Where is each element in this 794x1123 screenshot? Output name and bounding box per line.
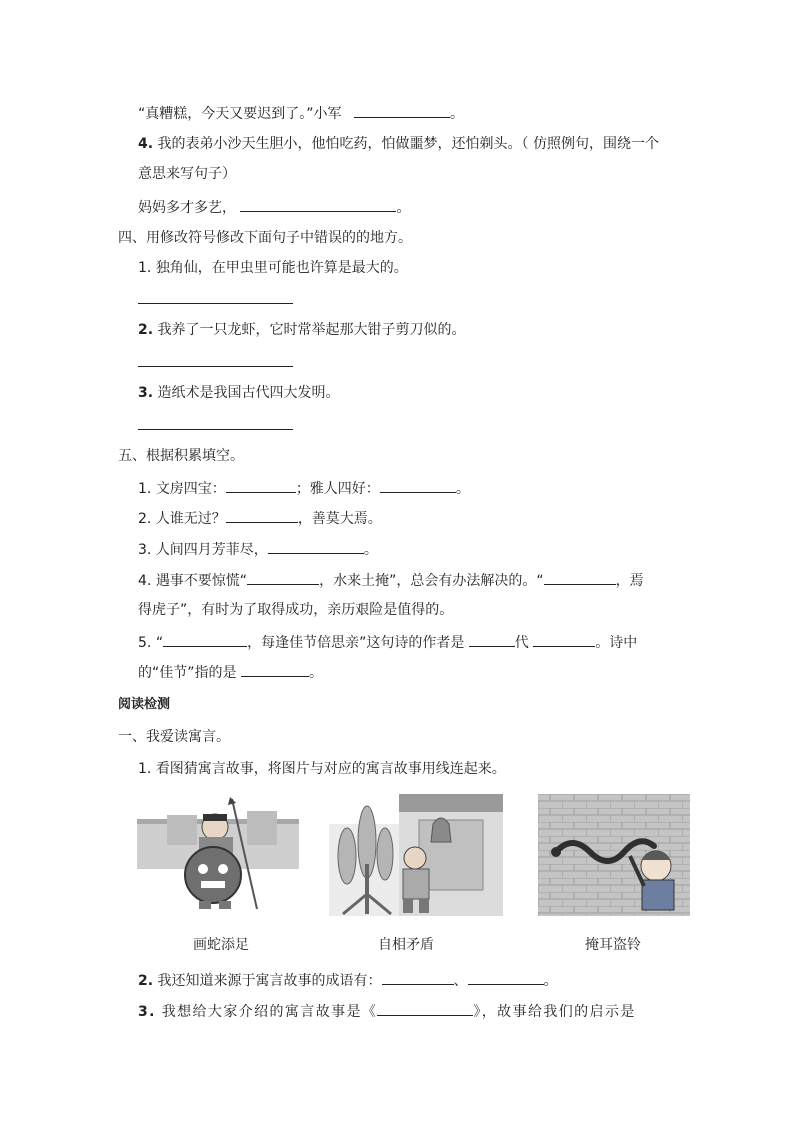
picture-1[interactable] xyxy=(137,797,299,912)
caption-3: 掩耳盗铃 xyxy=(585,937,641,953)
s5-q2-text-b: ，善莫大焉。 xyxy=(297,511,382,527)
reading-q2-text: 我还知道来源于寓言故事的成语有： xyxy=(157,973,382,989)
punct: 。 xyxy=(449,106,464,122)
answer-blank[interactable] xyxy=(533,632,595,647)
answer-blank[interactable] xyxy=(380,478,456,493)
picture-3[interactable] xyxy=(538,794,690,916)
s3-q4-line1 xyxy=(138,134,659,154)
bell-thief-illustration xyxy=(329,794,503,916)
question-number: 2. xyxy=(138,973,154,989)
s5-q5-text-line2: 的“佳节”指的是 xyxy=(138,665,237,681)
punct: 。 xyxy=(363,542,378,558)
reading-q2 xyxy=(138,970,558,991)
answer-blank[interactable] xyxy=(226,508,298,523)
answer-line[interactable] xyxy=(138,429,293,430)
s4-item-1-text: 独角仙，在甲虫里可能也许算是最大的。 xyxy=(155,260,408,276)
s5-q4-text-b: ，水来土掩”，总会有办法解决的。“ xyxy=(319,573,544,589)
caption-1: 画蛇添足 xyxy=(193,937,249,953)
s5-q1 xyxy=(138,478,470,499)
s4-item-3 xyxy=(138,383,340,403)
answer-blank[interactable] xyxy=(163,632,247,647)
answer-line[interactable] xyxy=(138,366,293,367)
punct: 。 xyxy=(455,481,470,497)
question-number: 4. xyxy=(138,573,152,589)
question-number: 2. xyxy=(138,322,154,338)
snake-drawing-illustration xyxy=(538,794,690,916)
s5-q2-text-a: 人谁无过？ xyxy=(155,511,226,527)
reading-q3-text: 我想给大家介绍的寓言故事是《 xyxy=(161,1004,378,1020)
answer-blank[interactable] xyxy=(268,539,364,554)
s5-q4-text-c: ，焉 xyxy=(615,573,644,589)
answer-blank[interactable] xyxy=(377,1001,473,1016)
punct: 、 xyxy=(453,973,468,989)
s5-q1-text-a: 文房四宝： xyxy=(155,481,226,497)
answer-blank[interactable] xyxy=(382,970,454,985)
punct: 。 xyxy=(396,200,411,216)
s4-item-3-text: 造纸术是我国古代四大发明。 xyxy=(157,385,340,401)
s5-q5-text-d: 。诗中 xyxy=(595,635,638,651)
punct: 。 xyxy=(308,665,323,681)
answer-blank[interactable] xyxy=(468,970,544,985)
question-number: 3. xyxy=(138,542,152,558)
question-number: 2. xyxy=(138,511,152,527)
s5-q3 xyxy=(138,539,378,560)
answer-blank[interactable] xyxy=(247,570,319,585)
question-number: 1. xyxy=(138,761,152,777)
s3-q4-text1: 我的表弟小沙天生胆小，他怕吃药，怕做噩梦，还怕剃头。（ 仿照例句，围绕一个 xyxy=(157,136,659,152)
s5-title: 五、根据积累填空。 xyxy=(118,448,244,464)
s3-q3-tail xyxy=(138,103,464,124)
reading-section-1-title: 一、我爱读寓言。 xyxy=(118,729,230,745)
reading-q1 xyxy=(138,759,506,779)
s5-q3-text-a: 人间四月芳菲尽， xyxy=(155,542,268,558)
question-number: 4. xyxy=(138,136,154,152)
caption-2: 自相矛盾 xyxy=(378,937,434,953)
reading-q1-text: 看图猜寓言故事，将图片与对应的寓言故事用线连起来。 xyxy=(155,761,506,777)
s5-q5-line1 xyxy=(138,632,637,653)
question-number: 1. xyxy=(138,481,152,497)
s5-q5-text-c: 代 xyxy=(514,635,529,651)
question-number: 1. xyxy=(138,260,152,276)
s3-q3-text: “真糟糕，今天又要迟到了。”小军 xyxy=(138,106,342,122)
s4-item-2 xyxy=(138,320,466,340)
answer-blank[interactable] xyxy=(544,570,616,585)
answer-blank[interactable] xyxy=(241,662,309,677)
s5-q4-text-a: 遇事不要惊慌“ xyxy=(155,573,248,589)
reading-heading: 阅读检测 xyxy=(118,697,171,712)
s5-q4-line1 xyxy=(138,570,644,591)
punct: 。 xyxy=(543,973,558,989)
s5-q1-text-b: ；雅人四好： xyxy=(295,481,380,497)
s4-title: 四、用修改符号修改下面句子中错误的的地方。 xyxy=(118,230,412,246)
s5-q5-text-a: “ xyxy=(155,635,164,651)
answer-blank[interactable] xyxy=(469,632,515,647)
answer-line[interactable] xyxy=(138,303,293,304)
s5-q5-text-b: ，每逢佳节倍思亲”这句诗的作者是 xyxy=(247,635,465,651)
s3-q4-line2 xyxy=(138,164,236,184)
reading-q3-text-mid: 》，故事给我们的启示是 xyxy=(473,1004,636,1020)
s5-q4-line2: 得虎子”，有时为了取得成功，亲历艰险是值得的。 xyxy=(138,602,454,618)
question-number: 3. xyxy=(138,1004,156,1020)
s5-q5-line2 xyxy=(138,662,323,683)
s4-item-2-text: 我养了一只龙虾，它时常举起那大钳子剪刀似的。 xyxy=(157,322,466,338)
question-number: 3. xyxy=(138,385,154,401)
s4-item-1 xyxy=(138,258,408,278)
s3-q4-text2: 意思来写句子） xyxy=(138,166,236,182)
s5-q2 xyxy=(138,508,382,529)
s3-q4-answer xyxy=(138,197,410,218)
shield-spear-illustration xyxy=(137,797,299,912)
question-number: 5. xyxy=(138,635,152,651)
answer-blank[interactable] xyxy=(354,103,450,118)
s3-q4-answer-prefix: 妈妈多才多艺， xyxy=(138,200,236,216)
picture-2[interactable] xyxy=(329,794,503,916)
reading-q3 xyxy=(138,1001,636,1022)
answer-blank[interactable] xyxy=(240,197,396,212)
answer-blank[interactable] xyxy=(226,478,296,493)
